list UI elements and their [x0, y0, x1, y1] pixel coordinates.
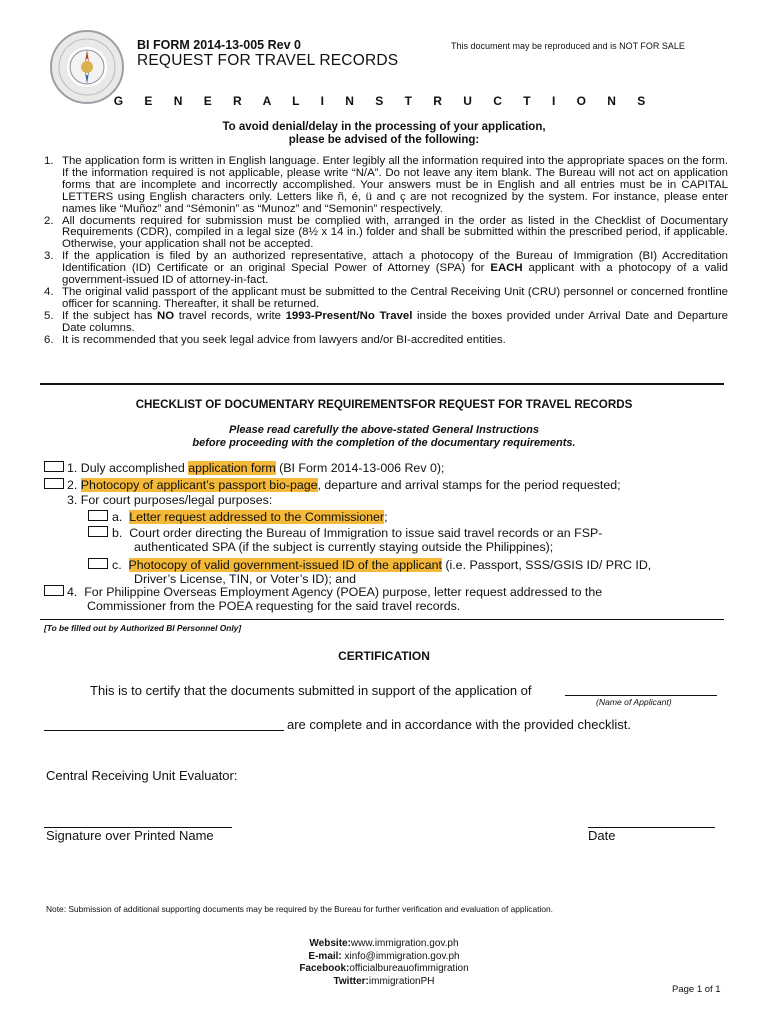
checklist-text: Commissioner from the POEA requesting for the said travel records. — [87, 599, 461, 613]
checkbox-item-3a[interactable] — [88, 510, 108, 521]
email-link[interactable]: xinfo@immigration.gov.ph — [344, 950, 460, 962]
instruction-text: inside the boxes provided under Arrival Date and Departure Date columns. — [62, 309, 728, 334]
signature-label: Signature over Printed Name — [46, 828, 214, 843]
checklist-item-4 — [67, 585, 724, 613]
applicant-name-field[interactable] — [565, 695, 717, 696]
instruction-number: 1. — [44, 155, 54, 167]
instruction-text: The original valid passport of the applicant must be submitted to the Central Receiving Unit (CRU) personnel or concerned frontline officer for scanning. Thereafter, it shall be returned. — [62, 285, 728, 310]
facebook-line — [0, 963, 768, 976]
advise-line-1: To avoid denial/delay in the processing of your application, — [222, 121, 546, 133]
instruction-item — [40, 216, 728, 252]
instruction-number: 5. — [44, 309, 54, 322]
checklist-note-line-2: before proceeding with the completion of the documentary requirements. — [192, 437, 576, 449]
checklist-text: For court purposes/legal purposes: — [80, 493, 273, 507]
checklist-text: (i.e. Passport, SSS/GSIS ID/ PRC ID, — [441, 558, 652, 572]
evaluator-label: Central Receiving Unit Evaluator: — [46, 768, 238, 783]
instruction-text: All documents required for submission must be complied with, arranged in the order as listed in the Checklist of Documentary Requirements (CDR), compiled in a legal size (8½ x 14 in.) folder and shall be submitted within the prescribed period, if applicable. Otherwise, your application shall not be accepted. — [62, 214, 728, 251]
instruction-text: If the subject has — [62, 309, 158, 322]
highlighted-text: Photocopy of applicant’s passport bio-page — [80, 478, 318, 492]
checklist-note — [0, 424, 768, 450]
checklist-text: For Philippine Overseas Employment Agency (POEA) purpose, letter request addressed to the — [84, 585, 603, 599]
footer-note: Note: Submission of additional supporting documents may be required by the Bureau for further verification and evaluation of application. — [46, 904, 553, 914]
highlighted-text: Photocopy of valid government-issued ID of the applicant — [128, 558, 442, 572]
checklist-letter: a. — [112, 510, 123, 524]
checklist-number: 4. — [67, 585, 78, 599]
section-divider — [40, 383, 724, 385]
website-link[interactable]: www.immigration.gov.ph — [350, 938, 459, 949]
reproduction-note: This document may be reproduced and is NOT FOR SALE — [451, 41, 685, 51]
instruction-emphasis: NO — [157, 309, 175, 322]
advise-line-2: please be advised of the following: — [288, 134, 480, 146]
checklist-number: 3. — [67, 493, 78, 507]
checkbox-item-3b[interactable] — [88, 526, 108, 537]
date-label: Date — [588, 828, 616, 843]
instruction-number: 4. — [44, 285, 54, 298]
checklist-text: , departure and arrival stamps for the period requested; — [317, 478, 621, 492]
page-number: Page 1 of 1 — [672, 984, 721, 995]
instruction-text: applicant with a photocopy of a valid government-issued ID of attorney-in-fact. — [62, 262, 728, 287]
facebook-label: Facebook: — [299, 963, 350, 974]
instruction-item — [40, 311, 728, 335]
checklist-text: (BI Form 2014-13-006 Rev 0); — [275, 461, 445, 475]
twitter-label: Twitter: — [333, 975, 369, 987]
email-label: E-mail: — [308, 950, 342, 962]
email-line — [0, 951, 768, 964]
bureau-seal-icon — [50, 30, 124, 104]
instruction-number: 6. — [44, 333, 54, 346]
twitter-link[interactable]: immigrationPH — [368, 975, 435, 987]
certification-line-2: are complete and in accordance with the provided checklist. — [287, 717, 631, 732]
checkbox-item-4[interactable] — [44, 585, 64, 596]
instruction-item — [40, 156, 728, 216]
instruction-emphasis: EACH — [490, 262, 523, 275]
certification-line-1: This is to certify that the documents submitted in support of the application of — [90, 683, 532, 698]
name-caption: (Name of Applicant) — [596, 697, 672, 707]
checklist-letter: b. — [112, 526, 123, 540]
instruction-item — [40, 251, 728, 287]
checklist-item-3a — [112, 510, 388, 524]
instruction-item — [40, 287, 728, 311]
checklist-item-3 — [67, 493, 272, 507]
website-label: Website: — [309, 938, 351, 949]
twitter-line — [0, 976, 768, 989]
instruction-number: 3. — [44, 250, 54, 263]
instruction-item — [40, 335, 728, 347]
form-id: BI FORM 2014-13-005 Rev 0 — [137, 38, 301, 52]
highlighted-text: application form — [188, 461, 276, 475]
checklist-number: 2. — [67, 478, 78, 492]
contact-block — [0, 938, 768, 988]
applicant-name-continuation-field[interactable] — [44, 730, 284, 731]
checklist-number: 1. — [67, 461, 78, 475]
general-instructions-heading: G E N E R A L I N S T R U C T I O N S — [113, 94, 655, 108]
checklist-item-3c — [112, 558, 724, 586]
form-title: REQUEST FOR TRAVEL RECORDS — [137, 52, 399, 69]
checkbox-item-2[interactable] — [44, 478, 64, 489]
facebook-link[interactable]: officialbureauofimmigration — [349, 963, 469, 974]
checklist-text: authenticated SPA (if the subject is currently staying outside the Philippines); — [134, 540, 554, 554]
instruction-emphasis: 1993-Present/No Travel — [285, 309, 413, 322]
personnel-note: [To be filled out by Authorized BI Personnel Only] — [44, 623, 242, 633]
instruction-number: 2. — [44, 214, 54, 227]
checklist-letter: c. — [112, 558, 122, 572]
advise-note — [0, 121, 768, 147]
instruction-text: If the application is filed by an authorized representative, attach a photocopy of the Bureau of Immigration (BI) Accreditation Identification (ID) Certificate or an original Special Power of Attorney (SPA) for — [62, 250, 728, 275]
website-line — [0, 938, 768, 951]
section-divider — [40, 619, 724, 620]
checklist-item-3b — [112, 526, 724, 554]
instruction-list — [40, 156, 728, 347]
instruction-text: The application form is written in English language. Enter legibly all the information required into the appropriate spaces on the form. If the information required is not applicable, please write “N/A”. Do not leave any item blank. The Bureau will not act on application forms that are incomplete and incorrectly accomplished. Your answers must be in English and all entries must be in CAPITAL LETTERS using English characters only. Letters like ñ, é, ü and ç are not recognized by the system. For instance, please enter names like “Muñoz” and “Sémonin” as “Munoz” and “Semonin” respectively. — [62, 155, 728, 215]
checklist-item-1 — [67, 461, 444, 475]
checklist-note-line-1: Please read carefully the above-stated General Instructions — [229, 424, 539, 436]
highlighted-text: Letter request addressed to the Commissioner — [129, 510, 385, 524]
checklist-text: Driver’s License, TIN, or Voter’s ID); and — [134, 572, 356, 586]
checkbox-item-3c[interactable] — [88, 558, 108, 569]
checklist-text: ; — [384, 510, 388, 524]
checklist-text: Court order directing the Bureau of Immigration to issue said travel records or an FSP- — [129, 526, 603, 540]
instruction-text: travel records, write — [174, 309, 286, 322]
checklist-text: Duly accomplished — [80, 461, 189, 475]
certification-heading: CERTIFICATION — [338, 649, 430, 663]
checkbox-item-1[interactable] — [44, 461, 64, 472]
checklist-item-2 — [67, 478, 621, 492]
instruction-text: It is recommended that you seek legal advice from lawyers and/or BI-accredited entities. — [62, 333, 506, 346]
checklist-heading: CHECKLIST OF DOCUMENTARY REQUIREMENTSFOR REQUEST FOR TRAVEL RECORDS — [135, 398, 633, 411]
